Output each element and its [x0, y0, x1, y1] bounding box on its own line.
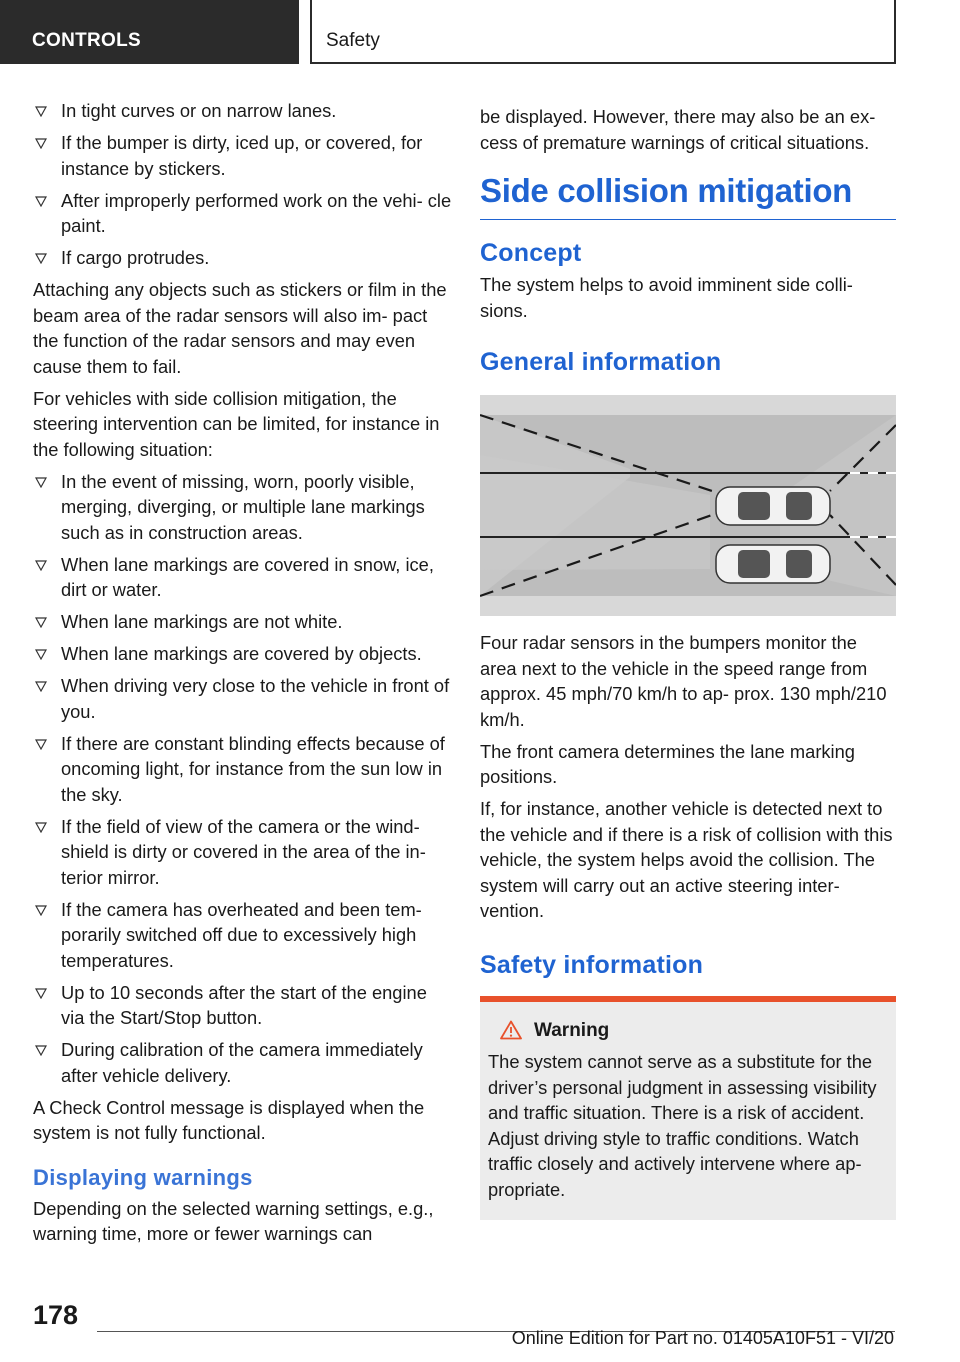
left-column	[33, 98, 453, 1253]
paragraph: If, for instance, another vehicle is detected next to the vehicle and if there is a risk of collision with this vehicle, the system helps avoid the collision. The system will carry out an active steering inter‐ vention.	[480, 798, 893, 921]
right-column	[480, 104, 896, 1220]
bullet-triangle-icon	[35, 738, 47, 750]
list-item: During calibration of the camera immediately after vehicle delivery.	[33, 1037, 453, 1088]
section-title: Side collision mitigation	[480, 171, 896, 220]
bullet-list-limitations	[33, 469, 453, 1089]
bullet-triangle-icon	[35, 648, 47, 660]
list-item: If there are constant blinding effects because of oncoming light, for instance from the sun low in the sky.	[33, 731, 453, 808]
bullet-list-conditions	[33, 98, 453, 271]
page-number: 178	[33, 1300, 79, 1330]
list-item: If the bumper is dirty, iced up, or covered, for instance by stickers.	[33, 130, 453, 181]
bullet-triangle-icon	[35, 559, 47, 571]
heading-concept: Concept	[480, 239, 582, 267]
bullet-triangle-icon	[35, 821, 47, 833]
list-item: After improperly performed work on the vehi‐ cle paint.	[33, 188, 453, 239]
bullet-triangle-icon	[35, 987, 47, 999]
list-item: In tight curves or on narrow lanes.	[33, 98, 453, 124]
warning-triangle-icon	[500, 1020, 522, 1040]
bullet-triangle-icon	[35, 680, 47, 692]
ego-vehicle-icon	[716, 487, 830, 525]
chapter-label: Safety	[326, 30, 380, 51]
list-item: If cargo protrudes.	[33, 245, 453, 271]
paragraph: A Check Control message is displayed when the system is not fully functional.	[33, 1096, 425, 1143]
list-item: Up to 10 seconds after the start of the engine via the Start/Stop button.	[33, 980, 453, 1031]
list-item: If the camera has overheated and been tem‐ porarily switched off due to excessively high temperatures.	[33, 897, 453, 974]
radar-coverage-diagram	[480, 395, 896, 616]
bullet-triangle-icon	[35, 476, 47, 488]
list-item: In the event of missing, worn, poorly visible, merging, diverging, or multiple lane markings such as in construction areas.	[33, 469, 453, 546]
list-item: When lane markings are not white.	[33, 609, 453, 635]
list-item: When lane markings are covered by objects.	[33, 641, 453, 667]
heading-general-information: General information	[480, 348, 722, 376]
footer-edition: Online Edition for Part no. 01405A10F51 - VI/20	[511, 1328, 894, 1348]
paragraph: be displayed. However, there may also be an ex‐ cess of premature warnings of critical situations.	[480, 106, 876, 153]
list-item: If the field of view of the camera or the wind‐ shield is dirty or covered in the area of the in‐ terior mirror.	[33, 814, 453, 891]
warning-header	[500, 1018, 888, 1044]
paragraph: Attaching any objects such as stickers or film in the beam area of the radar sensors will also im‐ pact the function of the radar sensors and may even cause them to fail.	[33, 279, 447, 377]
bullet-triangle-icon	[35, 904, 47, 916]
section-label: CONTROLS	[32, 30, 142, 51]
section-tab	[0, 0, 299, 64]
paragraph: The front camera determines the lane marking positions.	[480, 740, 855, 787]
paragraph: The system helps to avoid imminent side colli‐ sions.	[480, 274, 853, 321]
bullet-triangle-icon	[35, 137, 47, 149]
paragraph: Depending on the selected warning settings, e.g., warning time, more or fewer warnings can	[33, 1197, 434, 1244]
chapter-tab	[310, 0, 896, 64]
list-item: When lane markings are covered in snow, ice, dirt or water.	[33, 552, 453, 603]
bullet-triangle-icon	[35, 195, 47, 207]
warning-box	[480, 996, 896, 1221]
subheading-displaying-warnings: Displaying warnings	[33, 1164, 253, 1190]
list-item: When driving very close to the vehicle in front of you.	[33, 673, 453, 724]
bullet-triangle-icon	[35, 252, 47, 264]
paragraph: For vehicles with side collision mitigation, the steering intervention can be limited, for instance in the following situation:	[33, 387, 440, 460]
bullet-triangle-icon	[35, 105, 47, 117]
paragraph: Four radar sensors in the bumpers monitor the area next to the vehicle in the speed range from approx. 45 mph/70 km/h to ap‐ prox. 130 mph/210 km/h.	[480, 632, 887, 730]
warning-text: The system cannot serve as a substitute for the driver’s personal judgment in assessing visibility and traffic situation. There is a risk of accident. Adjust driving style to traffic conditions. Watch traffic closely and actively intervene where ap‐ propriate.	[488, 1051, 877, 1200]
bullet-triangle-icon	[35, 616, 47, 628]
warning-title: Warning	[534, 1019, 610, 1041]
bullet-triangle-icon	[35, 1044, 47, 1056]
adjacent-vehicle-icon	[716, 545, 830, 583]
heading-safety-information: Safety information	[480, 950, 704, 979]
